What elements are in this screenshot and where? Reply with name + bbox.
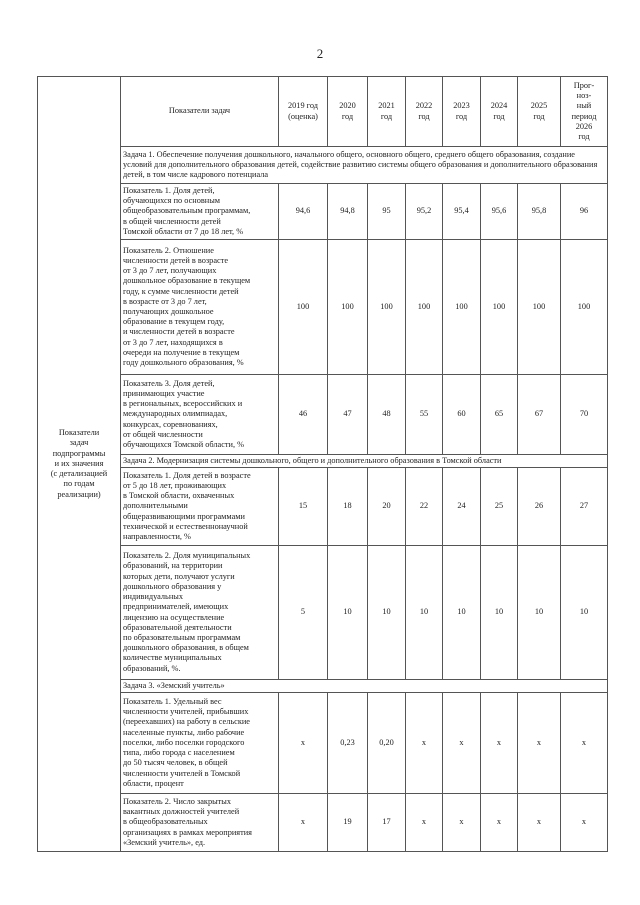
value-cell: 24	[443, 468, 481, 546]
value-cell: х	[443, 693, 481, 794]
value-cell: 96	[561, 184, 608, 240]
value-cell: х	[561, 693, 608, 794]
value-cell: х	[481, 794, 518, 852]
value-cell: 100	[518, 240, 561, 375]
task-row	[38, 680, 608, 693]
task-row	[38, 455, 608, 468]
value-cell: 20	[368, 468, 406, 546]
side-label: Показатели задач подпрограммы и их значения (с детализацией по годам реализации)	[38, 77, 121, 852]
indicator-text: Показатель 2. Число закрытых вакантных должностей учителей в общеобразовательных организациях в рамках мероприятия «Земский учитель», ед.	[121, 794, 279, 852]
value-cell: 95,6	[481, 184, 518, 240]
value-cell: 10	[518, 546, 561, 680]
value-cell: 100	[406, 240, 443, 375]
indicators-table	[37, 76, 608, 852]
value-cell: 48	[368, 375, 406, 455]
value-cell: 26	[518, 468, 561, 546]
header-year: 2021 год	[368, 77, 406, 147]
header-year: 2025 год	[518, 77, 561, 147]
table-row	[38, 693, 608, 794]
header-year: Прог- ноз- ный период 2026 год	[561, 77, 608, 147]
value-cell: 95	[368, 184, 406, 240]
table-row	[38, 546, 608, 680]
table-row	[38, 794, 608, 852]
value-cell: х	[481, 693, 518, 794]
value-cell: 67	[518, 375, 561, 455]
value-cell: 100	[368, 240, 406, 375]
value-cell: 5	[279, 546, 328, 680]
value-cell: х	[406, 693, 443, 794]
value-cell: 10	[443, 546, 481, 680]
value-cell: 10	[368, 546, 406, 680]
value-cell: 22	[406, 468, 443, 546]
value-cell: 100	[561, 240, 608, 375]
value-cell: х	[279, 794, 328, 852]
indicator-text: Показатель 2. Отношение численности детей в возрасте от 3 до 7 лет, получающих дошкольное образование в текущем году, к сумме численности детей в возрасте от 3 до 7 лет, получающих дошкольное образование в текущем году, и численности детей в возрасте от 3 до 7 лет, находящихся в очереди на получение в текущем году дошкольного образования, %	[121, 240, 279, 375]
value-cell: х	[518, 794, 561, 852]
value-cell: 0,23	[328, 693, 368, 794]
value-cell: 95,4	[443, 184, 481, 240]
value-cell: 94,8	[328, 184, 368, 240]
value-cell: 95,8	[518, 184, 561, 240]
value-cell: 55	[406, 375, 443, 455]
indicator-text: Показатель 1. Доля детей, обучающихся по основным общеобразовательным программам, в общей численности детей Томской области от 7 до 18 лет, %	[121, 184, 279, 240]
header-year: 2024 год	[481, 77, 518, 147]
header-year: 2019 год (оценка)	[279, 77, 328, 147]
value-cell: 100	[328, 240, 368, 375]
indicator-text: Показатель 1. Удельный вес численности учителей, прибывших (переехавших) на работу в сельские населенные пункты, либо рабочие поселки, либо поселки городского типа, либо города с населением до 50 тысяч человек, в общей численности учителей в Томской области, процент	[121, 693, 279, 794]
value-cell: 18	[328, 468, 368, 546]
value-cell: 10	[561, 546, 608, 680]
value-cell: 100	[443, 240, 481, 375]
indicator-text: Показатель 1. Доля детей в возрасте от 5 до 18 лет, проживающих в Томской области, охваченных дополнительными общеразвивающими программами технической и естественнонаучной направленности, %	[121, 468, 279, 546]
value-cell: х	[518, 693, 561, 794]
value-cell: х	[443, 794, 481, 852]
indicator-text: Показатель 2. Доля муниципальных образований, на территории которых дети, получают услуги дошкольного образования у индивидуальных предпринимателей, имеющих лицензию на осуществление образовательной деятельности по образовательным программам дошкольного образования, в общем количестве муниципальных образований, %.	[121, 546, 279, 680]
indicator-text: Показатель 3. Доля детей, принимающих участие в региональных, всероссийских и международных олимпиадах, конкурсах, соревнованиях, от общей численности обучающихся Томской области, %	[121, 375, 279, 455]
value-cell: х	[561, 794, 608, 852]
table-row	[38, 375, 608, 455]
value-cell: 15	[279, 468, 328, 546]
table-row	[38, 184, 608, 240]
value-cell: х	[279, 693, 328, 794]
value-cell: 95,2	[406, 184, 443, 240]
value-cell: 65	[481, 375, 518, 455]
value-cell: 17	[368, 794, 406, 852]
value-cell: 27	[561, 468, 608, 546]
header-indicators: Показатели задач	[121, 77, 279, 147]
task-3-title: Задача 3. «Земский учитель»	[121, 680, 608, 693]
value-cell: 25	[481, 468, 518, 546]
table-row	[38, 240, 608, 375]
header-year: 2022 год	[406, 77, 443, 147]
value-cell: 19	[328, 794, 368, 852]
value-cell: 100	[279, 240, 328, 375]
table-row	[38, 468, 608, 546]
header-year: 2020 год	[328, 77, 368, 147]
value-cell: 100	[481, 240, 518, 375]
table-header-row	[38, 77, 608, 147]
value-cell: 70	[561, 375, 608, 455]
value-cell: х	[406, 794, 443, 852]
task-row	[38, 147, 608, 184]
task-1-title: Задача 1. Обеспечение получения дошкольного, начального общего, основного общего, среднего общего образования, создание условий для дополнительного образования детей, содействие развитию системы общего образования и дополнительного образования детей, в том числе кадрового потенциала	[121, 147, 608, 184]
value-cell: 0,20	[368, 693, 406, 794]
value-cell: 94,6	[279, 184, 328, 240]
value-cell: 47	[328, 375, 368, 455]
value-cell: 60	[443, 375, 481, 455]
header-year: 2023 год	[443, 77, 481, 147]
task-2-title: Задача 2. Модернизация системы дошкольного, общего и дополнительного образования в Томской области	[121, 455, 608, 468]
value-cell: 10	[406, 546, 443, 680]
page-number: 2	[316, 46, 324, 61]
value-cell: 46	[279, 375, 328, 455]
value-cell: 10	[328, 546, 368, 680]
value-cell: 10	[481, 546, 518, 680]
